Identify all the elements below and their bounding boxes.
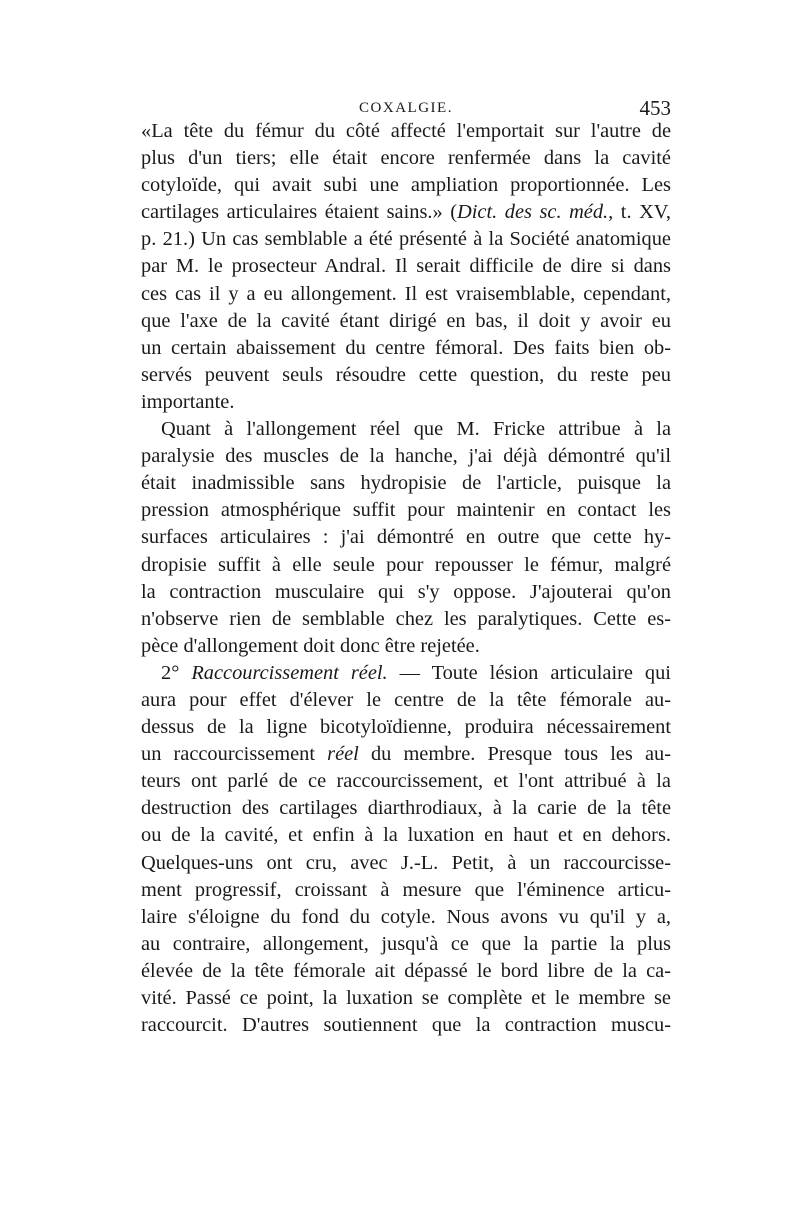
text-line: «La tête du fémur du côté affecté l'emportait sur l'autre de: [141, 120, 671, 142]
section-lead-rest: — Toute lésion articulaire qui: [387, 661, 671, 684]
text-line: dessus de la ligne bicotyloïdienne, produira nécessairement: [141, 716, 671, 739]
text-line: laire s'éloigne du fond du cotyle. Nous avons vu qu'il y a,: [141, 905, 671, 928]
text-line: raccourcit. D'autres soutiennent que la contraction muscu-: [141, 1014, 671, 1037]
text-line: aura pour effet d'élever le centre de la tête fémorale au-: [141, 688, 671, 711]
text-line: ou de la cavité, et enfin à la luxation en haut et en dehors.: [141, 824, 671, 847]
text-line-citation: [141, 199, 671, 226]
line-part: du membre. Presque tous les au-: [370, 743, 671, 766]
page-number: 453: [639, 96, 671, 120]
body-text: [141, 118, 671, 1039]
section-lead-line: [141, 660, 671, 687]
text-line: vité. Passé ce point, la luxation se complète et le membre se: [141, 987, 671, 1009]
text-line: par M. le prosecteur Andral. Il serait difficile de dire si dans: [141, 255, 671, 278]
text-line: pression atmosphérique suffit pour maintenir en contact les: [141, 499, 671, 522]
text-line: au contraire, allongement, jusqu'à ce que la partie la plus: [141, 932, 671, 955]
text-line: dropisie suffit à elle seule pour repousser le fémur, malgré: [141, 553, 671, 576]
text-line: ces cas il y a eu allongement. Il est vraisemblable, cependant,: [141, 282, 671, 305]
text-line: servés peuvent seuls résoudre cette question, du reste peu: [141, 363, 671, 386]
text-line: un certain abaissement du centre fémoral. Des faits bien ob-: [141, 336, 671, 359]
text-line: Quelques-uns ont cru, avec J.-L. Petit, à un raccourcisse-: [141, 851, 671, 874]
line-part: un raccourcissement: [141, 743, 316, 766]
citation-italic: Dict. des sc. méd.,: [457, 201, 614, 224]
text-line: cotyloïde, qui avait subi une ampliation proportionnée. Les: [141, 174, 671, 197]
citation-line-end: t. XV,: [613, 201, 671, 224]
text-line: la contraction musculaire qui s'y oppose. J'ajouterai qu'on: [141, 580, 671, 603]
text-line: paralysie des muscles de la hanche, j'ai déjà démontré qu'il: [141, 445, 671, 468]
citation-line-start: cartilages articulaires étaient sains.» (: [141, 201, 458, 224]
italic-word: réel: [327, 743, 359, 766]
running-head: [141, 96, 671, 120]
text-line: pèce d'allongement doit donc être rejetée.: [141, 634, 480, 657]
text-line: n'observe rien de semblable chez les paralytiques. Cette es-: [141, 607, 671, 630]
text-line: Quant à l'allongement réel que M. Fricke attribue à la: [161, 418, 671, 441]
paragraph-2: [141, 416, 671, 660]
text-line: ment progressif, croissant à mesure que l'éminence articu-: [141, 878, 671, 901]
text-line: était inadmissible sans hydropisie de l'article, puisque la: [141, 472, 671, 495]
running-title: COXALGIE.: [359, 100, 453, 116]
section-heading: Raccourcissement réel.: [191, 661, 388, 684]
text-line: que l'axe de la cavité étant dirigé en bas, il doit y avoir eu: [141, 309, 671, 332]
paragraph-3: [141, 660, 671, 1039]
text-line: surfaces articulaires : j'ai démontré en outre que cette hy-: [141, 526, 671, 549]
text-line: plus d'un tiers; elle était encore renfermée dans la cavité: [141, 147, 671, 170]
text-line: teurs ont parlé de ce raccourcissement, et l'ont attribué à la: [141, 770, 671, 793]
text-line: élevée de la tête fémorale ait dépassé le bord libre de la ca-: [141, 959, 671, 982]
text-line: importante.: [141, 390, 235, 413]
text-line-with-italic: [141, 741, 671, 768]
text-line: destruction des cartilages diarthrodiaux, à la carie de la tête: [141, 797, 671, 820]
section-number: 2°: [161, 661, 180, 684]
paragraph-1: [141, 118, 671, 416]
text-line: p. 21.) Un cas semblable a été présenté à la Société anatomique: [141, 228, 671, 251]
